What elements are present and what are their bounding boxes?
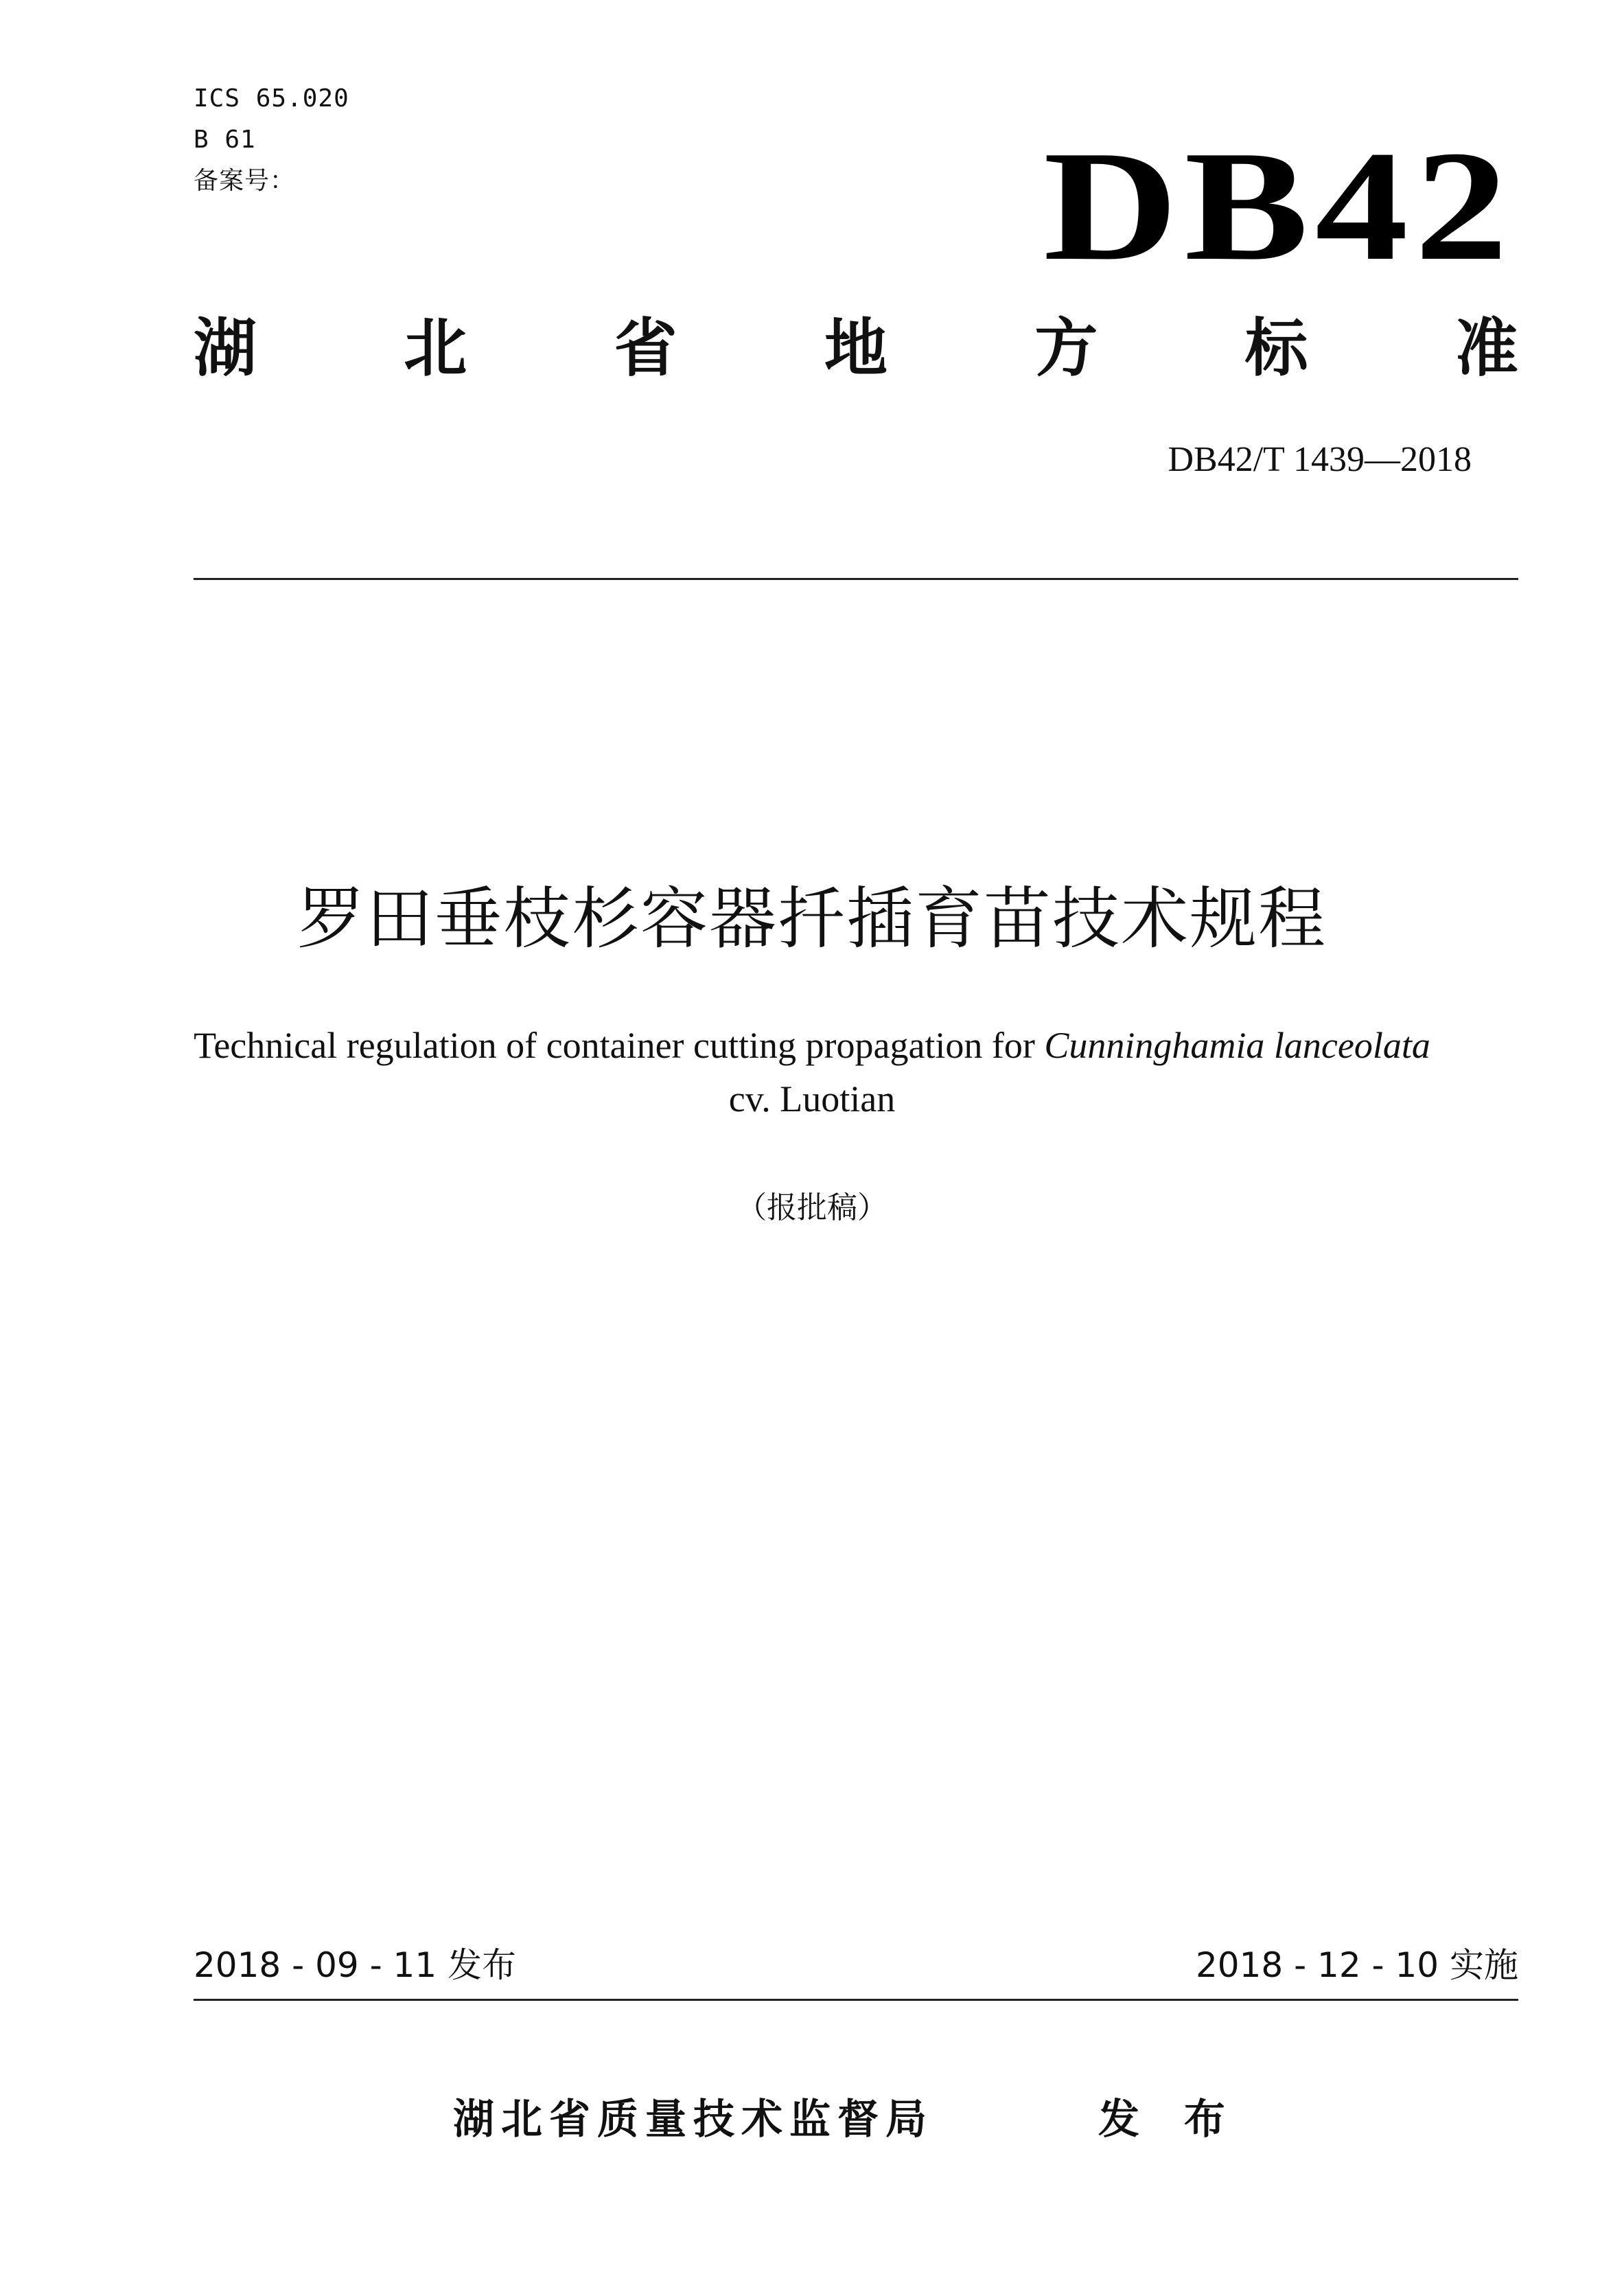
chinese-title: 罗田垂枝杉容器扦插育苗技术规程 [297, 880, 1327, 958]
date-row [194, 1945, 1518, 1985]
standard-type-char: 湖 [194, 312, 257, 385]
release-date: 2018 - 09 - 11 发布 [194, 1945, 517, 1985]
standard-type-char: 标 [1244, 312, 1308, 385]
standard-type-char: 地 [824, 312, 888, 385]
standard-number: DB42/T 1439—2018 [1168, 440, 1472, 479]
english-title-prefix: Technical regulation of container cutting propagation for [194, 1025, 1045, 1066]
english-title-species: Cunninghamia lanceolata [1044, 1025, 1430, 1066]
draft-status: （报批稿） [736, 1190, 888, 1225]
ics-code: ICS 65.020 [194, 84, 349, 113]
standard-type-char: 北 [404, 312, 467, 385]
top-divider [194, 578, 1518, 580]
issuing-authority: 湖北省质量技术监督局 [453, 2096, 933, 2144]
english-title [159, 1019, 1465, 1126]
db42-logo: DB42 [1043, 118, 1515, 293]
english-title-suffix: cv. Luotian [728, 1078, 896, 1120]
standard-type-heading [194, 312, 1518, 385]
standard-type-char: 省 [614, 312, 677, 385]
standard-type-char: 方 [1034, 312, 1098, 385]
standard-type-char: 准 [1454, 312, 1518, 385]
bottom-divider [194, 1999, 1518, 2001]
issue-label: 发 布 [1098, 2096, 1240, 2144]
implementation-date: 2018 - 12 - 10 实施 [1195, 1945, 1518, 1985]
classification-code: B 61 [194, 126, 256, 154]
record-number-label: 备案号： [194, 167, 296, 195]
